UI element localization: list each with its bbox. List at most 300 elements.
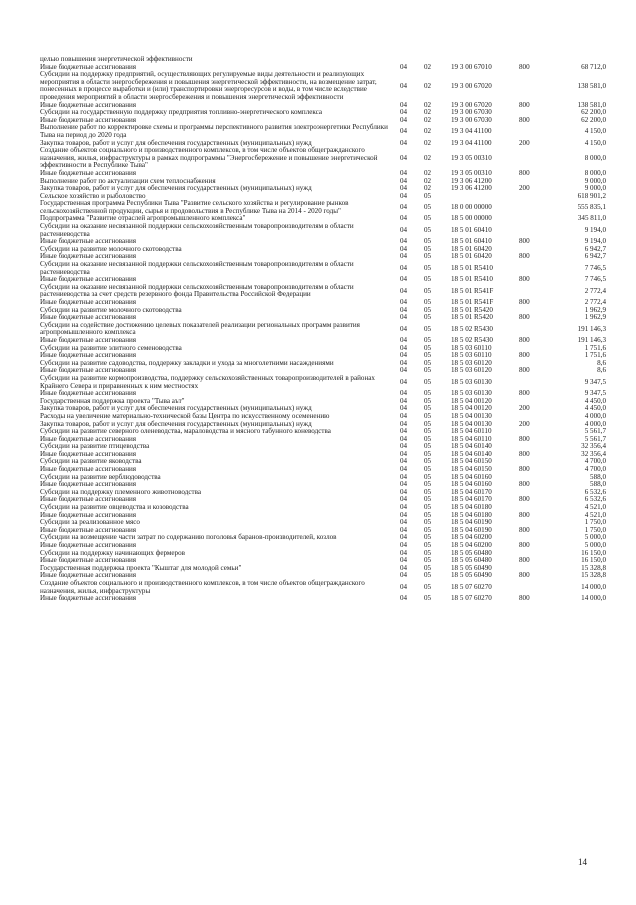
target-article-cell: 19 3 06 41200 <box>451 176 492 185</box>
row-name-cell: Субсидии на развитие верблюдоводства <box>40 472 161 481</box>
subsection-code-cell: 05 <box>424 225 432 234</box>
amount-cell: 4 700,0 <box>584 457 606 466</box>
subsection-code-cell: 05 <box>424 237 432 246</box>
row-name-cell: Иные бюджетные ассигнования <box>40 366 137 375</box>
section-code-cell: 04 <box>400 582 408 591</box>
amount-cell: 191 146,3 <box>577 324 606 333</box>
section-code-cell: 04 <box>400 127 408 136</box>
amount-cell: 14 000,0 <box>581 582 606 591</box>
section-code-cell: 04 <box>400 427 408 436</box>
expense-type-cell <box>519 147 549 170</box>
target-article-cell: 18 5 03 60120 <box>451 358 492 367</box>
section-code-cell: 04 <box>400 541 408 549</box>
expense-type-cell <box>519 71 549 101</box>
row-name-cell: Иные бюджетные ассигнования <box>40 571 137 580</box>
row-name-cell: Закупка товаров, работ и услуг для обеспечения государственных (муниципальных) нужд <box>40 419 312 428</box>
section-code-cell: 04 <box>400 525 408 534</box>
expense-type-cell: 800 <box>519 465 530 474</box>
table-row <box>40 200 606 215</box>
section-code-cell: 04 <box>400 263 408 272</box>
row-name-cell: Субсидии на развитие кормопроизводства, поддержку сельскохозяйственных товаропроизводителей в районах Крайнего Севера и приравненных к ним местностях <box>40 373 375 390</box>
table-row <box>40 223 606 238</box>
row-name-cell: Субсидии на развитие северного оленеводства, мараловодства и мясного табунного коневодства <box>40 427 331 436</box>
row-name-cell: Субсидии на развитие элитного семеноводства <box>40 343 182 352</box>
section-code-cell: 04 <box>400 100 408 109</box>
subsection-code-cell: 05 <box>424 434 432 443</box>
amount-cell: 1 750,0 <box>584 518 606 527</box>
subsection-code-cell: 05 <box>424 411 432 420</box>
amount-cell: 2 772,4 <box>584 286 606 295</box>
section-code-cell: 04 <box>400 225 408 234</box>
target-article-cell: 18 5 04 60190 <box>451 518 492 527</box>
table-row <box>40 322 606 337</box>
row-name-cell: Закупка товаров, работ и услуг для обеспечения государственных (муниципальных) нужд <box>40 184 312 193</box>
row-name-cell: Выполнение работ по актуализации схем теплоснабжения <box>40 176 216 185</box>
subsection-code-cell: 02 <box>424 168 432 177</box>
amount-cell: 15 328,8 <box>581 571 606 580</box>
target-article-cell: 18 5 05 60490 <box>451 563 492 572</box>
target-article-cell: 18 5 04 60170 <box>451 495 492 504</box>
target-article-cell: 18 5 04 60180 <box>451 510 492 519</box>
subsection-code-cell: 05 <box>424 203 432 212</box>
amount-cell: 2 772,4 <box>584 298 606 306</box>
section-code-cell: 04 <box>400 214 408 223</box>
amount-cell: 588,0 <box>590 480 606 489</box>
section-code-cell: 04 <box>400 518 408 527</box>
section-code-cell: 04 <box>400 313 408 322</box>
row-name-cell: Субсидии на оказание несвязанной поддержки сельскохозяйственным товаропроизводителям в области растениеводства <box>40 222 354 238</box>
expense-type-cell: 800 <box>519 275 530 284</box>
section-code-cell: 04 <box>400 377 408 386</box>
target-article-cell: 18 5 04 00120 <box>451 396 492 405</box>
amount-cell: 32 356,4 <box>581 449 606 458</box>
row-name-cell: Субсидии на развитие садоводства, поддержку закладки и ухода за многолетними насаждениями <box>40 358 334 367</box>
amount-cell: 62 200,0 <box>581 108 606 117</box>
target-article-cell: 18 5 05 60480 <box>451 548 492 557</box>
subsection-code-cell: 05 <box>424 244 432 253</box>
subsection-code-cell: 05 <box>424 366 432 375</box>
target-article-cell: 18 5 01 R5420 <box>451 305 493 314</box>
amount-cell: 1 962,9 <box>584 313 606 322</box>
target-article-cell: 18 5 04 60170 <box>451 487 492 496</box>
section-code-cell: 04 <box>400 533 408 542</box>
amount-cell: 4 000,0 <box>584 419 606 428</box>
row-name-cell: Субсидии за реализованное мясо <box>40 518 140 527</box>
expense-type-cell: 200 <box>519 184 530 193</box>
table-row <box>40 595 606 603</box>
section-code-cell: 04 <box>400 244 408 253</box>
target-article-cell: 18 5 04 60150 <box>451 465 492 474</box>
subsection-code-cell: 05 <box>424 563 432 572</box>
expense-type-cell: 800 <box>519 541 530 549</box>
subsection-code-cell: 05 <box>424 335 432 344</box>
target-article-cell: 18 5 07 60270 <box>451 582 492 591</box>
target-article-cell: 18 5 04 60110 <box>451 427 492 436</box>
row-name-cell: Субсидии на развитие молочного скотоводства <box>40 244 182 253</box>
amount-cell: 8 000,0 <box>584 168 606 177</box>
section-code-cell: 04 <box>400 168 408 177</box>
row-name-cell: Субсидии на поддержку племенного животноводства <box>40 487 201 496</box>
target-article-cell: 19 3 00 67020 <box>451 81 492 90</box>
amount-cell: 4 150,0 <box>584 138 606 147</box>
section-code-cell: 04 <box>400 138 408 147</box>
subsection-code-cell: 05 <box>424 396 432 405</box>
target-article-cell: 18 5 01 R541F <box>451 298 494 306</box>
expense-type-cell: 200 <box>519 419 530 428</box>
amount-cell: 16 150,0 <box>581 548 606 557</box>
target-article-cell: 18 5 01 R5420 <box>451 313 493 322</box>
subsection-code-cell: 05 <box>424 305 432 314</box>
section-code-cell: 04 <box>400 115 408 124</box>
row-name-cell: Сельское хозяйство и рыболовство <box>40 191 146 200</box>
section-code-cell: 04 <box>400 184 408 193</box>
amount-cell: 16 150,0 <box>581 556 606 565</box>
row-name-cell: Выполнение работ по корректировке схемы и программы перспективного развития электроэнергетики Республики Тыва на период до 2020 года <box>40 123 388 139</box>
target-article-cell: 18 5 04 60180 <box>451 503 492 512</box>
target-article-cell: 18 5 01 60420 <box>451 252 492 261</box>
section-code-cell: 04 <box>400 252 408 261</box>
row-name-cell: Закупка товаров, работ и услуг для обеспечения государственных (муниципальных) нужд <box>40 404 312 413</box>
row-name-cell: Иные бюджетные ассигнования <box>40 62 137 71</box>
row-name-cell: Иные бюджетные ассигнования <box>40 594 137 603</box>
expense-type-cell: 800 <box>519 389 530 398</box>
subsection-code-cell: 05 <box>424 465 432 474</box>
row-name-cell: Создание объектов социального и производственного комплексов, в том числе объектов общегражданского назначения, жилья, инфраструктуры <box>40 578 365 595</box>
expense-type-cell: 800 <box>519 351 530 360</box>
row-name-cell: Иные бюджетные ассигнования <box>40 556 137 565</box>
section-code-cell: 04 <box>400 62 408 71</box>
section-code-cell: 04 <box>400 286 408 295</box>
subsection-code-cell: 02 <box>424 108 432 117</box>
row-name-cell: Субсидии на поддержку начинающих фермеров <box>40 548 185 557</box>
target-article-cell: 19 3 04 41100 <box>451 127 492 136</box>
row-name-cell: Иные бюджетные ассигнования <box>40 449 137 458</box>
subsection-code-cell: 05 <box>424 358 432 367</box>
expense-type-cell: 800 <box>519 168 530 177</box>
row-name-cell: Создание объектов социального и производственного комплексов, в том числе объектов общегражданского назначения, жилья, инфраструктуры в рамках подпрограммы "Энергосбережение и повышение энергетической эффективности в Республике Тыва" <box>40 146 378 170</box>
amount-cell: 32 356,4 <box>581 442 606 451</box>
row-name-cell: Иные бюджетные ассигнования <box>40 480 137 489</box>
subsection-code-cell: 05 <box>424 510 432 519</box>
amount-cell: 618 901,2 <box>577 191 606 200</box>
budget-table-body <box>40 56 606 603</box>
row-name-cell: Субсидии на оказание несвязанной поддержки сельскохозяйственным товаропроизводителям в области растениеводства <box>40 260 354 276</box>
amount-cell: 8 000,0 <box>584 153 606 162</box>
target-article-cell: 18 5 01 60410 <box>451 225 492 234</box>
section-code-cell: 04 <box>400 366 408 375</box>
section-code-cell: 04 <box>400 510 408 519</box>
target-article-cell: 18 5 04 60140 <box>451 442 492 451</box>
subsection-code-cell: 05 <box>424 541 432 549</box>
target-article-cell: 18 5 03 60130 <box>451 389 492 398</box>
amount-cell: 4 521,0 <box>584 503 606 512</box>
target-article-cell: 18 5 04 60200 <box>451 533 492 542</box>
amount-cell: 138 581,0 <box>577 81 606 90</box>
amount-cell: 1 750,0 <box>584 525 606 534</box>
expense-type-cell: 800 <box>519 495 530 504</box>
section-code-cell: 04 <box>400 237 408 246</box>
target-article-cell: 18 5 04 60200 <box>451 541 492 549</box>
row-name-cell: Субсидии на развитие овцеводства и козоводства <box>40 503 189 512</box>
subsection-code-cell: 05 <box>424 548 432 557</box>
target-article-cell: 18 5 04 60160 <box>451 472 492 481</box>
amount-cell: 7 746,5 <box>584 263 606 272</box>
section-code-cell: 04 <box>400 81 408 90</box>
subsection-code-cell: 05 <box>424 487 432 496</box>
subsection-code-cell: 05 <box>424 503 432 512</box>
row-name-cell: Иные бюджетные ассигнования <box>40 252 137 261</box>
section-code-cell: 04 <box>400 419 408 428</box>
row-name-cell: Иные бюджетные ассигнования <box>40 541 137 549</box>
expense-type-cell: 800 <box>519 335 530 344</box>
target-article-cell: 18 5 04 60150 <box>451 457 492 466</box>
table-row <box>40 580 606 595</box>
row-name-cell: Иные бюджетные ассигнования <box>40 434 137 443</box>
section-code-cell: 04 <box>400 503 408 512</box>
amount-cell: 9 347,5 <box>584 377 606 386</box>
table-row <box>40 124 606 139</box>
row-name-cell: Иные бюджетные ассигнования <box>40 335 137 344</box>
subsection-code-cell: 05 <box>424 343 432 352</box>
expense-type-cell: 800 <box>519 298 530 306</box>
expense-type-cell: 800 <box>519 594 530 603</box>
subsection-code-cell: 05 <box>424 533 432 542</box>
row-name-cell: Государственная поддержка проекта "Кыштаг для молодой семьи" <box>40 563 242 572</box>
target-article-cell: 18 5 03 60130 <box>451 377 492 386</box>
row-name-cell: Иные бюджетные ассигнования <box>40 465 137 474</box>
amount-cell: 5 000,0 <box>584 533 606 542</box>
subsection-code-cell: 05 <box>424 419 432 428</box>
amount-cell: 68 712,0 <box>581 62 606 71</box>
expense-type-cell: 800 <box>519 100 530 109</box>
row-name-cell: Субсидии на возмещение части затрат по содержанию поголовья баранов-производителей, козлов <box>40 533 337 542</box>
subsection-code-cell: 05 <box>424 377 432 386</box>
target-article-cell: 19 3 05 00310 <box>451 168 492 177</box>
row-name-cell: целью повышения энергетической эффективности <box>40 55 193 63</box>
subsection-code-cell: 05 <box>424 556 432 565</box>
subsection-code-cell: 02 <box>424 127 432 136</box>
subsection-code-cell: 02 <box>424 184 432 193</box>
budget-table <box>40 56 606 603</box>
target-article-cell: 19 3 00 67030 <box>451 115 492 124</box>
row-name-cell: Иные бюджетные ассигнования <box>40 525 137 534</box>
row-name-cell: Иные бюджетные ассигнования <box>40 100 137 109</box>
expense-type-cell: 200 <box>519 404 530 413</box>
section-code-cell: 04 <box>400 275 408 284</box>
expense-type-cell: 800 <box>519 556 530 565</box>
subsection-code-cell: 05 <box>424 286 432 295</box>
row-name-cell: Иные бюджетные ассигнования <box>40 389 137 398</box>
table-row <box>40 261 606 276</box>
amount-cell: 4 450,0 <box>584 404 606 413</box>
subsection-code-cell: 05 <box>424 518 432 527</box>
amount-cell: 9 000,0 <box>584 184 606 193</box>
subsection-code-cell: 05 <box>424 263 432 272</box>
section-code-cell: 04 <box>400 298 408 306</box>
row-name-cell: Государственная программа Республики Тыва "Развитие сельского хозяйства и регулирование рынков сельскохозяйственной продукции, сырья и продовольствия в Республике Тыва на 2014 - 2020 годы" <box>40 199 349 215</box>
subsection-code-cell: 02 <box>424 176 432 185</box>
target-article-cell: 18 5 04 60140 <box>451 449 492 458</box>
section-code-cell: 04 <box>400 480 408 489</box>
amount-cell: 5 000,0 <box>584 541 606 549</box>
subsection-code-cell: 05 <box>424 594 432 603</box>
amount-cell: 1 751,6 <box>584 343 606 352</box>
subsection-code-cell: 02 <box>424 100 432 109</box>
amount-cell: 9 347,5 <box>584 389 606 398</box>
section-code-cell: 04 <box>400 203 408 212</box>
section-code-cell: 04 <box>400 571 408 580</box>
target-article-cell: 18 5 05 60490 <box>451 571 492 580</box>
amount-cell: 5 561,7 <box>584 434 606 443</box>
target-article-cell: 18 5 04 60110 <box>451 434 492 443</box>
amount-cell: 4 150,0 <box>584 127 606 136</box>
target-article-cell: 19 3 06 41200 <box>451 184 492 193</box>
target-article-cell: 18 5 00 00000 <box>451 214 492 223</box>
row-name-cell: Иные бюджетные ассигнования <box>40 237 137 246</box>
subsection-code-cell: 05 <box>424 449 432 458</box>
section-code-cell: 04 <box>400 153 408 162</box>
section-code-cell: 04 <box>400 335 408 344</box>
amount-cell: 4 000,0 <box>584 411 606 420</box>
row-name-cell: Субсидии на развитие яководства <box>40 457 142 466</box>
target-article-cell: 18 5 07 60270 <box>451 594 492 603</box>
target-article-cell: 18 5 01 R541F <box>451 286 494 295</box>
row-name-cell: Субсидии на развитие птицеводства <box>40 442 150 451</box>
amount-cell: 8,6 <box>597 366 606 375</box>
expense-type-cell <box>519 200 549 215</box>
subsection-code-cell: 05 <box>424 457 432 466</box>
amount-cell: 6 532,6 <box>584 487 606 496</box>
amount-cell: 345 811,0 <box>577 214 606 223</box>
amount-cell: 191 146,3 <box>577 335 606 344</box>
expense-type-cell: 800 <box>519 449 530 458</box>
row-name-cell: Субсидии на развитие молочного скотоводства <box>40 305 182 314</box>
amount-cell: 6 942,7 <box>584 244 606 253</box>
amount-cell: 4 450,0 <box>584 396 606 405</box>
target-article-cell: 18 5 03 60120 <box>451 366 492 375</box>
amount-cell: 7 746,5 <box>584 275 606 284</box>
section-code-cell: 04 <box>400 556 408 565</box>
target-article-cell: 18 5 02 R5430 <box>451 324 493 333</box>
expense-type-cell <box>519 580 549 595</box>
section-code-cell: 04 <box>400 389 408 398</box>
row-name-cell: Иные бюджетные ассигнования <box>40 168 137 177</box>
subsection-code-cell: 05 <box>424 495 432 504</box>
target-article-cell: 18 5 04 60190 <box>451 525 492 534</box>
amount-cell: 1 751,6 <box>584 351 606 360</box>
target-article-cell: 19 3 05 00310 <box>451 153 492 162</box>
amount-cell: 6 942,7 <box>584 252 606 261</box>
section-code-cell: 04 <box>400 434 408 443</box>
row-name-cell: Подпрограмма "Развитие отраслей агропромышленного комплекса" <box>40 214 246 223</box>
target-article-cell: 18 5 04 00120 <box>451 404 492 413</box>
row-name-cell: Субсидии на поддержку предприятий, осуществляющих регулируемые виды деятельности и реализующих мероприятия в области энергосбережения и повышения энергетической эффективности, на возмещение затрат, понесенных в процессе выработки и (или) транспортировки энергоресурсов и воды, в том числе вследствие проведения мероприятий в области энергосбережения и повышения энергетической эффективности <box>40 70 377 101</box>
subsection-code-cell: 05 <box>424 582 432 591</box>
section-code-cell: 04 <box>400 305 408 314</box>
section-code-cell: 04 <box>400 176 408 185</box>
section-code-cell: 04 <box>400 396 408 405</box>
row-name-cell: Государственная поддержка проекта "Тыва аът" <box>40 396 185 405</box>
row-name-cell: Иные бюджетные ассигнования <box>40 313 137 322</box>
target-article-cell: 18 0 00 00000 <box>451 203 492 212</box>
section-code-cell: 04 <box>400 487 408 496</box>
row-name-cell: Иные бюджетные ассигнования <box>40 510 137 519</box>
section-code-cell: 04 <box>400 442 408 451</box>
expense-type-cell <box>519 375 549 390</box>
section-code-cell: 04 <box>400 404 408 413</box>
subsection-code-cell: 05 <box>424 525 432 534</box>
section-code-cell: 04 <box>400 191 408 200</box>
expense-type-cell: 800 <box>519 480 530 489</box>
expense-type-cell <box>519 223 549 238</box>
target-article-cell: 18 5 04 00130 <box>451 411 492 420</box>
amount-cell: 4 521,0 <box>584 510 606 519</box>
target-article-cell: 18 5 01 60420 <box>451 244 492 253</box>
section-code-cell: 04 <box>400 495 408 504</box>
expense-type-cell <box>519 322 549 337</box>
subsection-code-cell: 05 <box>424 389 432 398</box>
amount-cell: 6 532,6 <box>584 495 606 504</box>
expense-type-cell <box>519 215 549 223</box>
expense-type-cell: 800 <box>519 115 530 124</box>
table-row <box>40 284 606 299</box>
subsection-code-cell: 05 <box>424 442 432 451</box>
subsection-code-cell: 05 <box>424 324 432 333</box>
amount-cell: 15 328,8 <box>581 563 606 572</box>
section-code-cell: 04 <box>400 548 408 557</box>
expense-type-cell: 800 <box>519 62 530 71</box>
subsection-code-cell: 05 <box>424 313 432 322</box>
row-name-cell: Иные бюджетные ассигнования <box>40 298 137 306</box>
target-article-cell: 18 5 02 R5430 <box>451 335 493 344</box>
amount-cell: 4 700,0 <box>584 465 606 474</box>
expense-type-cell: 800 <box>519 237 530 246</box>
table-row <box>40 375 606 390</box>
row-name-cell: Иные бюджетные ассигнования <box>40 115 137 124</box>
amount-cell: 9 000,0 <box>584 176 606 185</box>
row-name-cell: Иные бюджетные ассигнования <box>40 351 137 360</box>
section-code-cell: 04 <box>400 465 408 474</box>
target-article-cell: 18 5 01 R5410 <box>451 263 493 272</box>
expense-type-cell <box>519 193 549 201</box>
target-article-cell: 19 3 00 67010 <box>451 62 492 71</box>
section-code-cell: 04 <box>400 411 408 420</box>
section-code-cell: 04 <box>400 351 408 360</box>
subsection-code-cell: 05 <box>424 275 432 284</box>
target-article-cell <box>451 193 519 201</box>
section-code-cell: 04 <box>400 594 408 603</box>
expense-type-cell: 800 <box>519 252 530 261</box>
row-name-cell: Иные бюджетные ассигнования <box>40 275 137 284</box>
table-row <box>40 71 606 101</box>
table-row <box>40 147 606 170</box>
expense-type-cell <box>519 284 549 299</box>
target-article-cell: 18 5 03 60110 <box>451 351 492 360</box>
section-code-cell: 04 <box>400 108 408 117</box>
expense-type-cell <box>519 124 549 139</box>
row-name-cell: Закупка товаров, работ и услуг для обеспечения государственных (муниципальных) нужд <box>40 138 312 147</box>
subsection-code-cell: 02 <box>424 62 432 71</box>
expense-type-cell: 800 <box>519 313 530 322</box>
row-name-cell: Субсидии на содействие достижению целевых показателей реализации региональных программ развития агропромышленного комплекса <box>40 320 360 337</box>
amount-cell: 588,0 <box>590 472 606 481</box>
amount-cell: 555 835,1 <box>577 203 606 212</box>
expense-type-cell: 800 <box>519 366 530 375</box>
subsection-code-cell: 02 <box>424 115 432 124</box>
subsection-code-cell: 05 <box>424 191 432 200</box>
subsection-code-cell: 05 <box>424 571 432 580</box>
expense-type-cell: 800 <box>519 571 530 580</box>
